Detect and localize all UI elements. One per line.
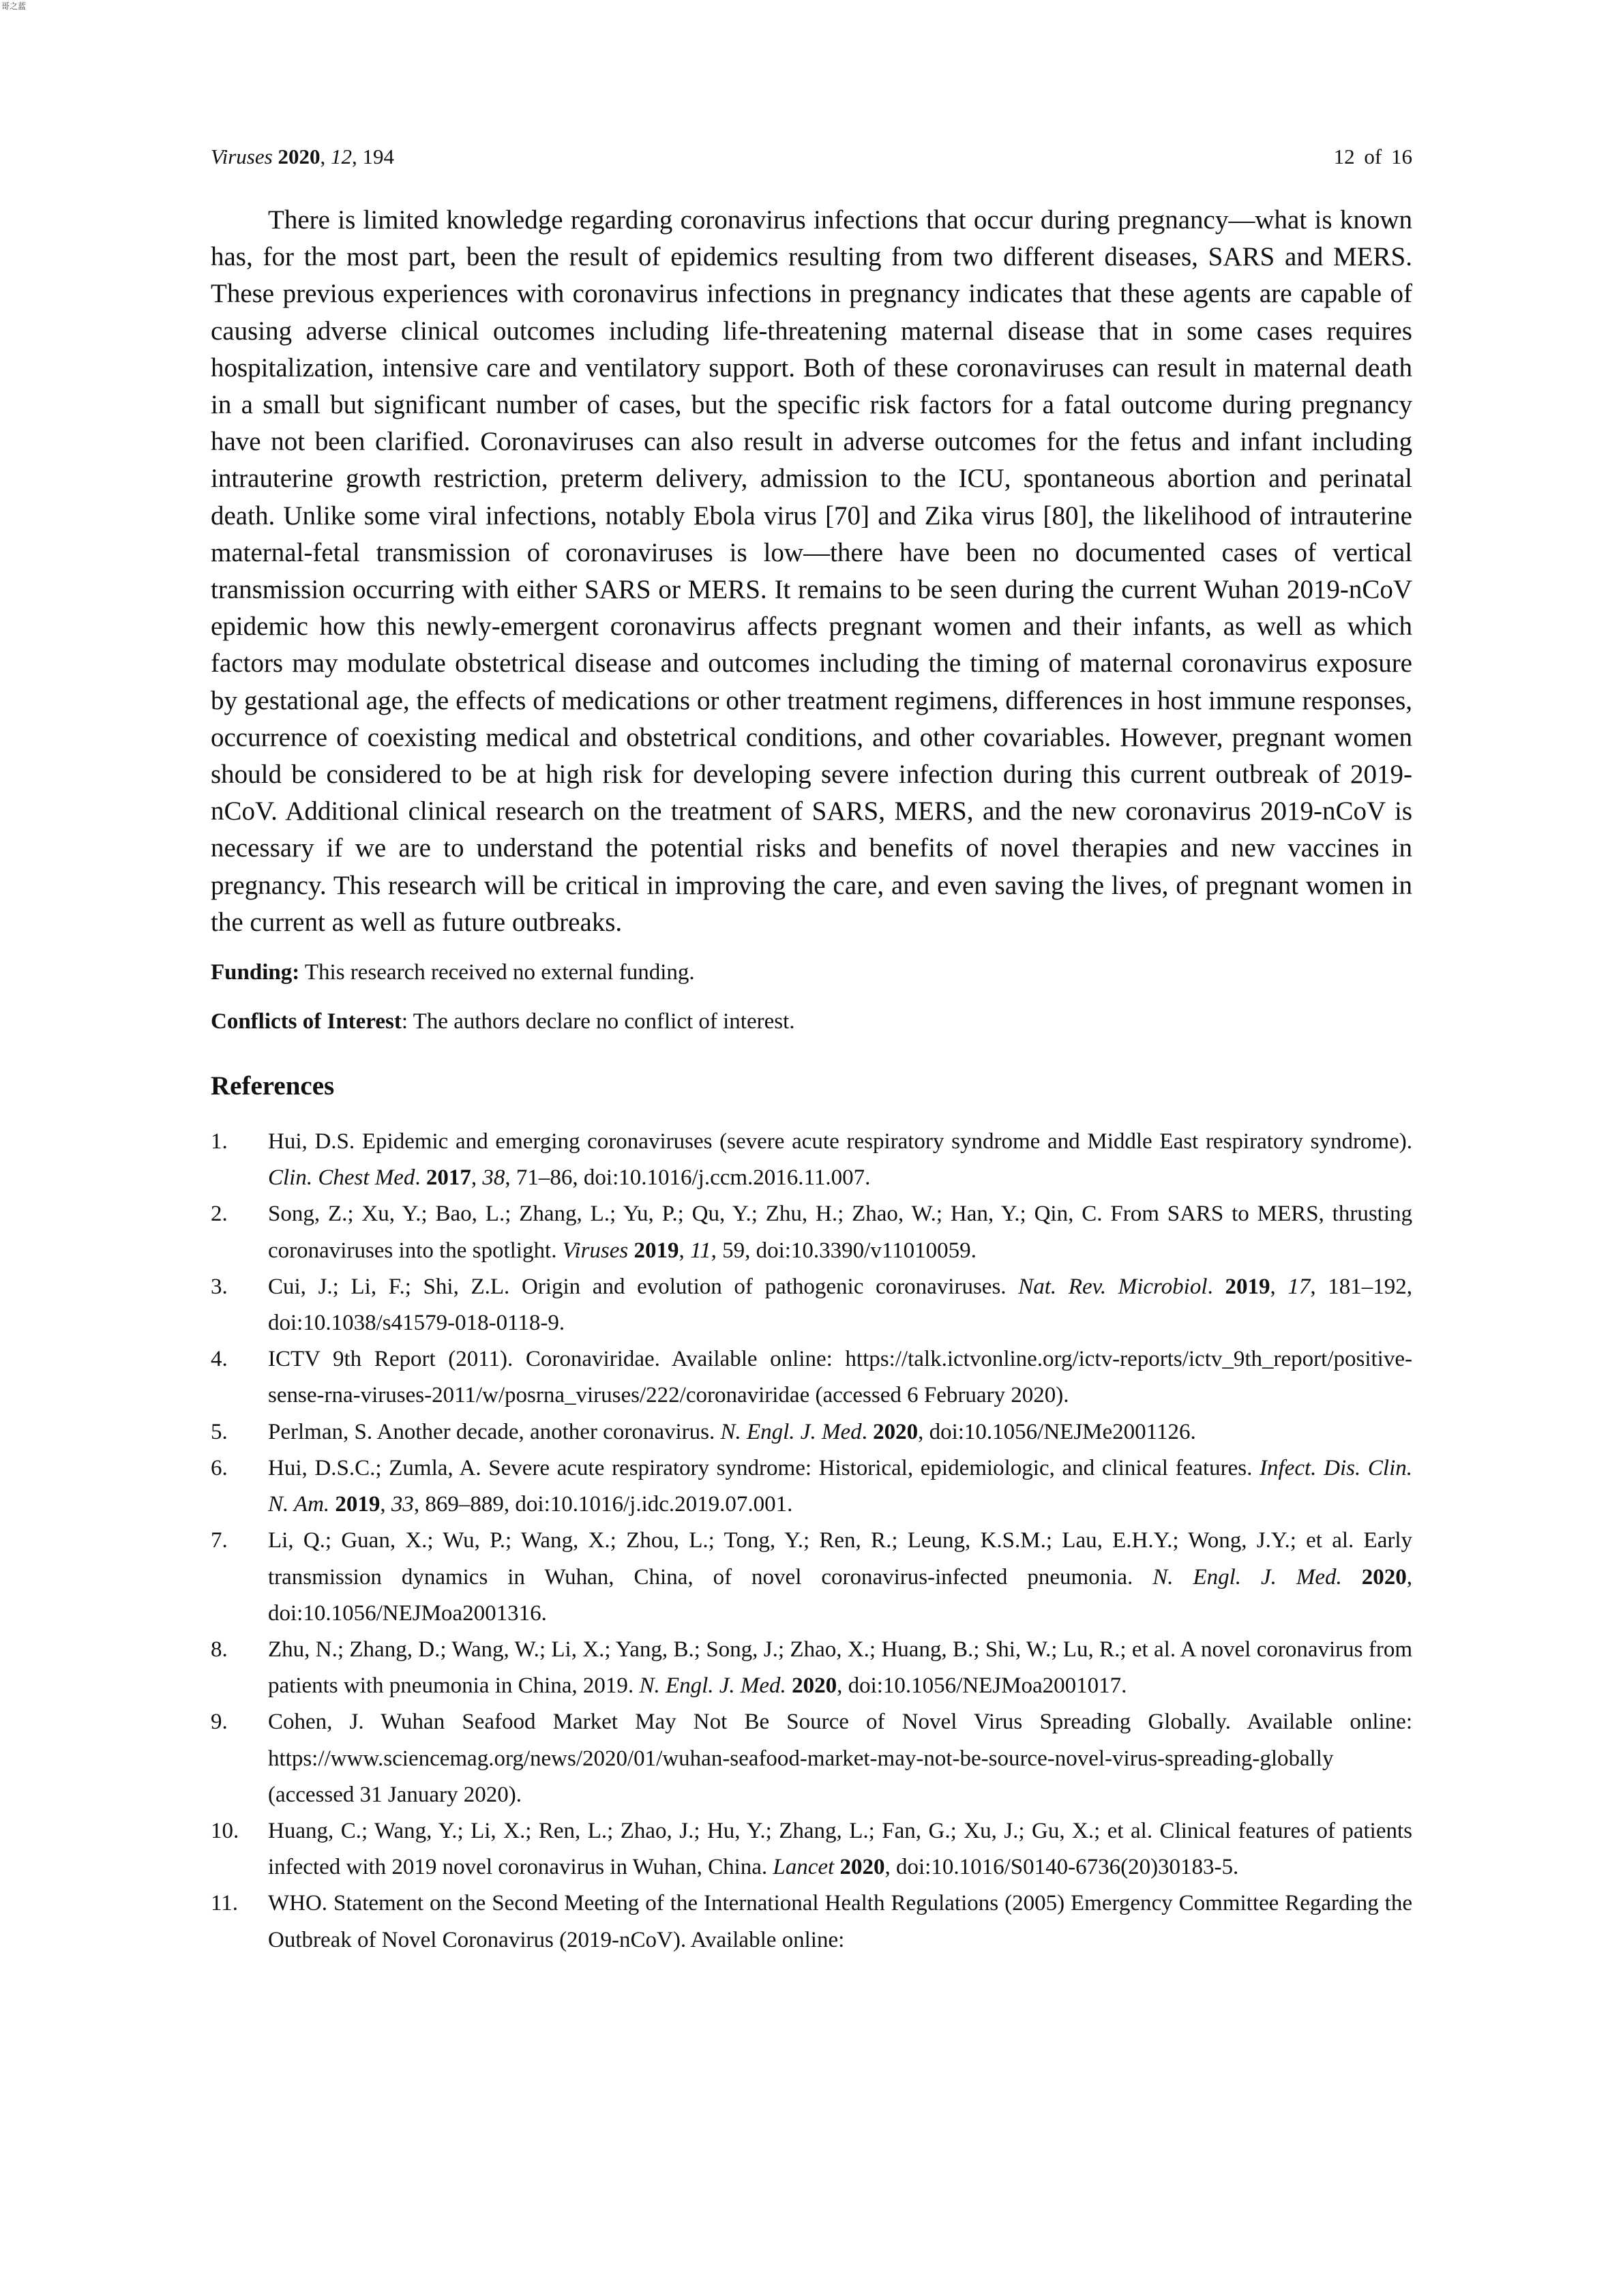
conflicts-statement (211, 1007, 1412, 1037)
reference-text: ICTV 9th Report (2011). Coronaviridae. Available online: https://talk.ictvonline.org/ictv-reports/ictv_9th_report/positive-sense-rna-viruses-2011/w/posrna_viruses/222/coronaviridae (accessed 6 February 2020). (268, 1347, 1412, 1408)
conflicts-text: : The authors declare no conflict of interest. (401, 1009, 795, 1034)
reference-year: 2019 (1225, 1274, 1270, 1299)
reference-volume: 38 (482, 1165, 505, 1191)
reference-year: 2017 (426, 1165, 471, 1191)
reference-number: 5. (211, 1419, 228, 1444)
reference-volume: 11 (690, 1238, 711, 1263)
reference-details: , doi:10.1056/NEJMe2001126. (918, 1419, 1196, 1444)
reference-year: 2019 (335, 1492, 381, 1517)
reference-text: Hui, D.S.C.; Zumla, A. Severe acute respiratory syndrome: Historical, epidemiologic, and clinical features. (268, 1455, 1253, 1480)
journal-year: 2020 (278, 145, 321, 168)
watermark-label: 哥之蓝 (1, 1, 27, 11)
reference-number: 1. (211, 1129, 228, 1154)
reference-item (211, 1523, 1412, 1632)
reference-journal: Viruses (562, 1238, 629, 1263)
reference-text: Cohen, J. Wuhan Seafood Market May Not Be Source of Novel Virus Spreading Globally. Available online: https://www.sciencemag.org/news/2020/01/wuhan-seafood-market-may-not-be-source-novel-virus-spreading-globally (accessed 31 January 2020). (268, 1710, 1412, 1807)
reference-item: 1. Hui, D.S. Epidemic and emerging coronaviruses (severe acute respiratory syndrome and Middle East respiratory syndrome). Clin. Chest Med. 2017, 38, 71–86, doi:10.1016/j.ccm.2016.11.007. (211, 1124, 1412, 1196)
reference-text: Cui, J.; Li, F.; Shi, Z.L. Origin and evolution of pathogenic coronaviruses. (268, 1274, 1007, 1299)
reference-text: Song, Z.; Xu, Y.; Bao, L.; Zhang, L.; Yu, P.; Qu, Y.; Zhu, H.; Zhao, W.; Han, Y.; Qin, C. From SARS to MERS, thrusting coronaviruses into the spotlight. (268, 1202, 1412, 1263)
reference-text: WHO. Statement on the Second Meeting of the International Health Regulations (2005) Emergency Committee Regarding the Outbreak of Novel Coronavirus (2019-nCoV). Available online: (268, 1891, 1412, 1952)
reference-year: 2020 (873, 1419, 919, 1444)
reference-details: , 59, doi:10.3390/v11010059. (711, 1238, 977, 1263)
reference-number: 9. (211, 1710, 228, 1735)
reference-journal: N. Engl. J. Med (720, 1419, 862, 1444)
page-number: 12 of 16 (1333, 145, 1412, 168)
reference-details: , 71–86, doi:10.1016/j.ccm.2016.11.007. (505, 1165, 871, 1191)
reference-item (211, 1704, 1412, 1813)
reference-details: , 181–192, doi:10.1038/s41579-018-0118-9. (268, 1274, 1413, 1336)
reference-journal: N. Engl. J. Med. (639, 1673, 786, 1699)
funding-text: This research received no external funding. (304, 960, 695, 985)
reference-separator: . (861, 1419, 874, 1444)
conflicts-label: Conflicts of Interest (211, 1009, 402, 1034)
references-heading: References (211, 1071, 335, 1101)
reference-item (211, 1414, 1412, 1450)
reference-separator (786, 1673, 792, 1698)
reference-item: 6. Hui, D.S.C.; Zumla, A. Severe acute respiratory syndrome: Historical, epidemiologic, and clinical features. Infect. Dis. Clin. N. Am. 2019, 33, 869–889, doi:10.1016/j.idc.2019.07.001. (211, 1450, 1412, 1523)
references-list (211, 1124, 1412, 1958)
reference-volume: 33 (391, 1492, 414, 1517)
citation-header: Viruses 2020, 12, 194 (211, 145, 394, 168)
reference-item (211, 1341, 1412, 1414)
reference-item: 2. Song, Z.; Xu, Y.; Bao, L.; Zhang, L.; Yu, P.; Qu, Y.; Zhu, H.; Zhao, W.; Han, Y.; Qin, C. From SARS to MERS, thrusting coronaviruses into the spotlight. Viruses 2019, 11, 59, doi:10.3390/v11010059. (211, 1196, 1412, 1268)
reference-details: , 869–889, doi:10.1016/j.idc.2019.07.001. (413, 1492, 793, 1517)
reference-text: Zhu, N.; Zhang, D.; Wang, W.; Li, X.; Yang, B.; Song, J.; Zhao, X.; Huang, B.; Shi, W.; Lu, R.; et al. A novel coronavirus from patients with pneumonia in China, 2019. (268, 1637, 1412, 1699)
reference-number: 10. (211, 1818, 239, 1843)
reference-year: 2020 (839, 1855, 885, 1880)
body-paragraph: There is limited knowledge regarding coronavirus infections that occur during pregnancy—what is known has, for the most part, been the result of epidemics resulting from two different diseases, SARS and MERS. These previous experiences with coronavirus infections in pregnancy indicates that these agents are capable of causing adverse clinical outcomes including life-threatening maternal disease that in some cases requires hospitalization, intensive care and ventilatory support. Both of these coronaviruses can result in maternal death in a small but significant number of cases, but the specific risk factors for a fatal outcome during pregnancy have not been clarified. Coronaviruses can also result in adverse outcomes for the fetus and infant including intrauterine growth restriction, preterm delivery, admission to the ICU, spontaneous abortion and perinatal death. Unlike some viral infections, notably Ebola virus [70] and Zika virus [80], the likelihood of intrauterine maternal-fetal transmission of coronaviruses is low—there have been no documented cases of vertical transmission occurring with either SARS or MERS. It remains to be seen during the current Wuhan 2019-nCoV epidemic how this newly-emergent coronavirus affects pregnant women and their infants, as well as which factors may modulate obstetrical disease and outcomes including the timing of maternal coronavirus exposure by gestational age, the effects of medications or other treatment regimens, differences in host immune responses, occurrence of coexisting medical and obstetrical conditions, and other covariables. However, pregnant women should be considered to be at high risk for developing severe infection during this current outbreak of 2019-nCoV. Additional clinical research on the treatment of SARS, MERS, and the new coronavirus 2019-nCoV is necessary if we are to understand the potential risks and benefits of novel therapies and new vaccines in pregnancy. This research will be critical in improving the care, and even saving the lives, of pregnant women in the current as well as future outbreaks. (211, 205, 1412, 937)
reference-number: 11. (211, 1891, 239, 1916)
running-header (211, 142, 1412, 172)
reference-text: Hui, D.S. Epidemic and emerging coronaviruses (severe acute respiratory syndrome and Middle East respiratory syndrome). (268, 1129, 1412, 1154)
reference-number: 8. (211, 1637, 228, 1662)
reference-item (211, 1632, 1412, 1704)
reference-year: 2019 (634, 1238, 679, 1263)
reference-item (211, 1885, 1412, 1958)
reference-number: 4. (211, 1347, 228, 1372)
reference-details: , doi:10.1056/NEJMoa2001017. (837, 1673, 1127, 1699)
funding-statement (211, 957, 1412, 987)
reference-text: Perlman, S. Another decade, another coronavirus. (268, 1419, 715, 1444)
funding-label: Funding: (211, 960, 300, 985)
reference-volume: 17 (1287, 1274, 1311, 1299)
reference-journal: Lancet (773, 1855, 835, 1880)
reference-journal: Infect. Dis. Clin. N. Am. (268, 1455, 1413, 1517)
reference-separator (1342, 1565, 1362, 1590)
reference-text: Huang, C.; Wang, Y.; Li, X.; Ren, L.; Zhao, J.; Hu, Y.; Zhang, L.; Fan, G.; Xu, J.; Gu, X.; et al. Clinical features of patients infected with 2019 novel coronavirus in Wuhan, China. (268, 1818, 1412, 1880)
journal-name: Viruses (211, 145, 273, 168)
reference-journal: Clin. Chest Med (268, 1165, 415, 1191)
reference-number: 3. (211, 1274, 228, 1299)
reference-item: 3. Cui, J.; Li, F.; Shi, Z.L. Origin and evolution of pathogenic coronaviruses. Nat. Rev. Microbiol. 2019, 17, 181–192, doi:10.1038/s41579-018-0118-9. (211, 1269, 1412, 1341)
reference-separator: . (415, 1165, 426, 1191)
journal-volume: 12 (330, 145, 352, 168)
reference-number: 2. (211, 1202, 228, 1227)
reference-journal: Nat. Rev. Microbiol (1018, 1274, 1208, 1299)
reference-text: Li, Q.; Guan, X.; Wu, P.; Wang, X.; Zhou, L.; Tong, Y.; Ren, R.; Leung, K.S.M.; Lau, E.H.Y.; Wong, J.Y.; et al. Early transmission dynamics in Wuhan, China, of novel coronavirus-infected pneumonia. (268, 1528, 1412, 1590)
reference-year: 2020 (792, 1673, 837, 1699)
reference-year: 2020 (1361, 1564, 1407, 1590)
reference-journal: N. Engl. J. Med. (1152, 1564, 1342, 1590)
reference-details: , doi:10.1016/S0140-6736(20)30183-5. (884, 1855, 1239, 1880)
page-body (211, 202, 1412, 1958)
reference-number: 7. (211, 1528, 228, 1553)
reference-item (211, 1813, 1412, 1885)
reference-details: , doi:10.1056/NEJMoa2001316. (268, 1564, 1413, 1626)
reference-separator (628, 1238, 634, 1263)
article-number: 194 (362, 145, 394, 168)
reference-number: 6. (211, 1455, 228, 1480)
reference-separator: . (1207, 1274, 1225, 1299)
